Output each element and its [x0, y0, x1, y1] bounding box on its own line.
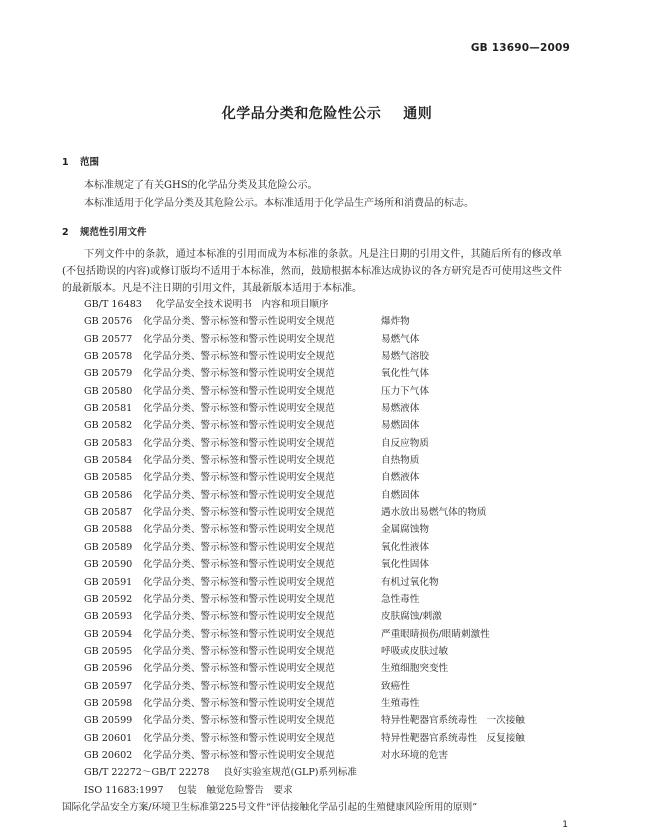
reference-item	[84, 521, 584, 538]
reference-part: 金属腐蚀物	[381, 524, 429, 536]
reference-series: 化学品分类、警示标签和警示性说明安全规范	[143, 749, 335, 761]
reference-part: 自燃液体	[381, 472, 420, 484]
reference-item	[84, 591, 584, 608]
title-sub: 通则	[403, 106, 433, 122]
reference-code: GB 20581	[84, 403, 133, 415]
reference-code: GB 20598	[84, 697, 133, 709]
paragraph-text: 下列文件中的条款，通过本标准的引用而成为本标准的条款。凡是注日期的引用文件，其随后所有的修改单(不包括勘误的内容)或修订版均不适用于本标准，然而，鼓励根据本标准达成协议的各方研究是否可使用这些文件的最新版本。凡是不注日期的引用文件，其最新版本适用于本标准。	[62, 249, 562, 294]
reference-item	[84, 296, 584, 313]
document-title	[0, 103, 654, 123]
reference-series: 化学品分类、警示标签和警示性说明安全规范	[143, 437, 335, 449]
reference-code: GB 20585	[84, 472, 133, 484]
reference-code: GB 20576	[84, 316, 133, 328]
reference-item	[84, 452, 584, 469]
reference-part: 生殖细胞突变性	[381, 663, 449, 675]
reference-part: 易燃气体	[381, 333, 420, 345]
reference-code: GB/T 16483	[84, 299, 142, 310]
reference-series: 化学品分类、警示标签和警示性说明安全规范	[143, 611, 335, 623]
reference-series: 化学品分类、警示标签和警示性说明安全规范	[143, 559, 335, 571]
reference-code: GB 20583	[84, 437, 133, 449]
reference-code: GB 20595	[84, 645, 133, 657]
reference-code: GB 20589	[84, 541, 133, 553]
section-number: 2	[62, 227, 69, 238]
reference-series: 化学品分类、警示标签和警示性说明安全规范	[143, 316, 335, 328]
reference-series: 化学品分类、警示标签和警示性说明安全规范	[143, 489, 335, 501]
reference-part: 自热物质	[381, 455, 420, 467]
reference-series: 化学品分类、警示标签和警示性说明安全规范	[143, 420, 335, 432]
reference-code: GB 20577	[84, 333, 133, 345]
reference-list	[62, 296, 584, 816]
references-intro-paragraph	[62, 246, 562, 297]
section-heading-normative-references	[62, 224, 147, 238]
reference-item	[84, 435, 584, 452]
reference-item	[84, 643, 584, 660]
reference-item	[84, 556, 584, 573]
reference-part: 氧化性液体	[381, 541, 429, 553]
reference-part: 氧化性气体	[381, 368, 429, 380]
reference-item	[84, 539, 584, 556]
reference-code: GB 20578	[84, 351, 133, 363]
reference-series: 化学品分类、警示标签和警示性说明安全规范	[143, 333, 335, 345]
reference-series: 化学品分类、警示标签和警示性说明安全规范	[143, 576, 335, 588]
reference-item	[84, 747, 584, 764]
reference-code: ISO 11683:1997	[84, 784, 164, 796]
reference-series: 化学品分类、警示标签和警示性说明安全规范	[143, 403, 335, 415]
reference-code: GB 20599	[84, 715, 133, 727]
scope-paragraph-1	[62, 177, 562, 194]
reference-series: 化学品分类、警示标签和警示性说明安全规范	[143, 507, 335, 519]
reference-code: GB 20594	[84, 628, 133, 640]
paragraph-text: 本标准规定了有关GHS的化学品分类及其危险公示。	[84, 180, 318, 191]
reference-item	[84, 678, 584, 695]
reference-item	[84, 660, 584, 677]
reference-item	[84, 782, 584, 799]
reference-code: GB 20579	[84, 368, 133, 380]
reference-code: GB 20596	[84, 663, 133, 675]
standard-number: GB 13690—2009	[470, 42, 570, 54]
reference-item	[84, 730, 584, 747]
reference-series: 化学品分类、警示标签和警示性说明安全规范	[143, 715, 335, 727]
reference-item	[84, 695, 584, 712]
reference-item	[84, 626, 584, 643]
reference-series: 化学品分类、警示标签和警示性说明安全规范	[143, 524, 335, 536]
reference-item	[84, 400, 584, 417]
reference-item	[84, 365, 584, 382]
section-heading-scope	[62, 154, 99, 168]
reference-item	[84, 417, 584, 434]
section-number: 1	[62, 157, 69, 168]
page-number: 1	[562, 820, 568, 830]
reference-part: 自反应物质	[381, 437, 429, 449]
reference-code: GB 20588	[84, 524, 133, 536]
reference-part: 压力下气体	[381, 385, 429, 397]
reference-title: 化学品安全技术说明书 内容和项目顺序	[155, 299, 329, 310]
reference-part: 严重眼睛损伤/眼睛刺激性	[381, 628, 490, 640]
reference-item	[84, 348, 584, 365]
reference-series: 化学品分类、警示标签和警示性说明安全规范	[143, 663, 335, 675]
reference-part: 氧化性固体	[381, 559, 429, 571]
reference-title: 国际化学品安全方案/环境卫生标准第225号文件“评估接触化学品引起的生殖健康风险所用的原则”	[62, 801, 478, 813]
reference-series: 化学品分类、警示标签和警示性说明安全规范	[143, 368, 335, 380]
reference-item	[84, 712, 584, 729]
reference-series: 化学品分类、警示标签和警示性说明安全规范	[143, 593, 335, 605]
reference-part: 易燃固体	[381, 420, 420, 432]
reference-part: 急性毒性	[381, 593, 420, 605]
scope-paragraph-2	[62, 195, 562, 212]
section-title: 范围	[80, 157, 100, 168]
reference-code: GB 20601	[84, 732, 133, 744]
reference-code: GB 20582	[84, 420, 133, 432]
reference-code: GB 20580	[84, 385, 133, 397]
reference-series: 化学品分类、警示标签和警示性说明安全规范	[143, 628, 335, 640]
reference-title: 良好实验室规范(GLP)系列标准	[223, 767, 357, 779]
reference-code: GB 20587	[84, 507, 133, 519]
reference-code: GB 20593	[84, 611, 133, 623]
paragraph-text: 本标准适用于化学品分类及其危险公示。本标准适用于化学品生产场所和消费品的标志。	[84, 198, 474, 209]
reference-part: 易燃气溶胶	[381, 351, 429, 363]
reference-item	[84, 469, 584, 486]
reference-item	[84, 574, 584, 591]
reference-part: 生殖毒性	[381, 697, 420, 709]
reference-part: 对水环境的危害	[381, 749, 449, 761]
reference-part: 自燃固体	[381, 489, 420, 501]
reference-item	[84, 764, 584, 781]
reference-item	[84, 331, 584, 348]
reference-part: 特异性靶器官系统毒性 反复接触	[381, 732, 525, 744]
reference-series: 化学品分类、警示标签和警示性说明安全规范	[143, 541, 335, 553]
reference-series: 化学品分类、警示标签和警示性说明安全规范	[143, 732, 335, 744]
reference-part: 呼吸或皮肤过敏	[381, 645, 449, 657]
reference-part: 皮肤腐蚀/刺激	[381, 611, 442, 623]
reference-series: 化学品分类、警示标签和警示性说明安全规范	[143, 680, 335, 692]
reference-series: 化学品分类、警示标签和警示性说明安全规范	[143, 455, 335, 467]
reference-item	[62, 799, 584, 816]
reference-part: 有机过氧化物	[381, 576, 439, 588]
reference-series: 化学品分类、警示标签和警示性说明安全规范	[143, 385, 335, 397]
section-title: 规范性引用文件	[80, 227, 147, 238]
reference-code: GB 20602	[84, 749, 133, 761]
reference-code: GB 20597	[84, 680, 133, 692]
reference-part: 易燃液体	[381, 403, 420, 415]
reference-code: GB/T 22272～GB/T 22278	[84, 767, 210, 779]
reference-part: 特异性靶器官系统毒性 一次接触	[381, 715, 525, 727]
title-main: 化学品分类和危险性公示	[221, 106, 382, 122]
reference-part: 致癌性	[381, 680, 410, 692]
reference-series: 化学品分类、警示标签和警示性说明安全规范	[143, 645, 335, 657]
reference-part: 遇水放出易燃气体的物质	[381, 507, 487, 519]
reference-series: 化学品分类、警示标签和警示性说明安全规范	[143, 351, 335, 363]
reference-item	[84, 313, 584, 330]
reference-series: 化学品分类、警示标签和警示性说明安全规范	[143, 697, 335, 709]
reference-item	[84, 487, 584, 504]
reference-code: GB 20590	[84, 559, 133, 571]
reference-item	[84, 504, 584, 521]
reference-code: GB 20584	[84, 455, 133, 467]
reference-code: GB 20586	[84, 489, 133, 501]
reference-item	[84, 383, 584, 400]
reference-code: GB 20592	[84, 593, 133, 605]
reference-title: 包装 触觉危险警告 要求	[177, 784, 293, 796]
reference-part: 爆炸物	[381, 316, 410, 328]
reference-code: GB 20591	[84, 576, 133, 588]
reference-item	[84, 608, 584, 625]
reference-series: 化学品分类、警示标签和警示性说明安全规范	[143, 472, 335, 484]
